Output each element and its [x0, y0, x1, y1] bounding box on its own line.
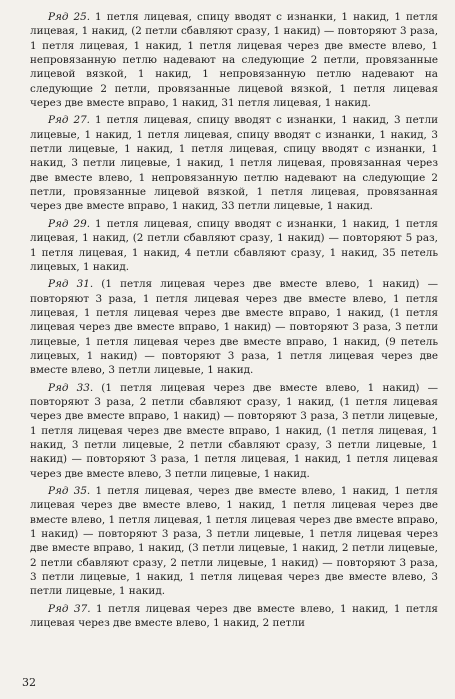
paragraph-row-35: [30, 484, 438, 599]
page-number: 32: [22, 676, 36, 689]
paragraph-text: 1 петля лицевая, спицу вводят с изнанки, 1 накид, 1 петля лицевая, 1 накид, (2 петли сбавляют сразу, 1 накид) — повторяют 3 раза, 1 петля лицевая, 1 накид, 1 петля лицевая через две вместе влево, 1 непровязанную петлю надевают на следующие 2 петли, провязанные лицевой вязкой, 1 накид, 1 непровязанную петлю надевают на следующие 2 петли, провязанные лицевой вязкой, 1 петля лицевая через две вместе вправо, 1 накид, 31 петля лицевая, 1 накид.: [30, 11, 438, 110]
row-label: Ряд 31.: [48, 278, 94, 291]
row-label: Ряд 25.: [48, 11, 91, 23]
paragraph-text: (1 петля лицевая через две вместе влево, 1 накид) — повторяют 3 раза, 2 петли сбавляют сразу, 1 накид, (1 петля лицевая через две вместе вправо, 1 накид) — повторяют 3 раза, 3 петли лицевые, 1 петля лицевая через две вместе вправо, 1 накид, (1 петля лицевая, 1 накид, 3 петли лицевые, 2 петли сбавляют сразу, 3 петли лицевые, 1 накид) — повторяют 3 раза, 1 петля лицевая, 1 накид, 1 петля лицевая через две вместе влево, 3 петли лицевые, 1 накид.: [30, 381, 438, 480]
row-label: Ряд 35.: [48, 485, 91, 497]
paragraph-text: 1 петля лицевая, спицу вводят с изнанки, 1 накид, 1 петля лицевая, 1 накид, (2 петли сбавляют сразу, 1 накид) — повторяют 5 раз, 1 петля лицевая, 1 накид, 4 петли сбавляют сразу, 1 накид, 35 петель лицевых, 1 накид.: [30, 217, 438, 273]
paragraph-row-27: [30, 113, 438, 213]
paragraph-text: 1 петля лицевая, спицу вводят с изнанки, 1 накид, 3 петли лицевые, 1 накид, 1 петля лицевая, спицу вводят с изнанки, 1 накид, 3 петли лицевые, 1 накид, 1 петля лицевая, спицу вводят с изнанки, 1 накид, 3 петли лицевые, 1 накид, 1 петля лицевая, провязанная через две вместе влево, 1 непровязанную петлю надевают на следующие 2 петли, провязанные лицевой вязкой, 1 петля лицевая, провязанная через две вместе вправо, 1 накид, 33 петли лицевые, 1 накид.: [30, 114, 438, 213]
row-label: Ряд 27.: [48, 114, 90, 127]
row-label: Ряд 33.: [48, 381, 94, 394]
knitting-instructions: [30, 10, 438, 630]
paragraph-row-33: [30, 381, 438, 481]
paragraph-row-25: [30, 10, 438, 110]
row-label: Ряд 29.: [48, 217, 91, 230]
paragraph-row-31: [30, 277, 438, 377]
paragraph-text: (1 петля лицевая через две вместе влево, 1 накид) — повторяют 3 раза, 1 петля лицевая через две вместе влево, 1 петля лицевая, 1 петля лицевая через две вместе вправо, 1 накид, (1 петля лицевая через две вместе вправо, 1 накид) — повторяют 3 раза, 3 петли лицевые, 1 петля лицевая через две вместе вправо, 1 накид, (9 петель лицевых, 1 накид) — повторяют 3 раза, 1 петля лицевая через две вместе влево, 3 петли лицевые, 1 накид.: [30, 278, 438, 377]
paragraph-row-37: [30, 602, 438, 631]
paragraph-text: 1 петля лицевая через две вместе влево, 1 накид, 1 петля лицевая через две вместе влево, 1 накид, 2 петли: [30, 602, 438, 630]
row-label: Ряд 37.: [48, 602, 91, 615]
paragraph-text: 1 петля лицевая, через две вместе влево, 1 накид, 1 петля лицевая через две вместе влево, 1 накид, 1 петля лицевая через две вместе влево, 1 петля лицевая, 1 петля лицевая через две вместе вправо, 1 накид) — повторяют 3 раза, 3 петли лицевые, 1 петля лицевая через две вместе вправо, 1 накид, (3 петли лицевые, 1 накид, 2 петли лицевые, 2 петли сбавляют сразу, 2 петли лицевые, 1 накид) — повторяют 3 раза, 3 петли лицевые, 1 накид, 1 петля лицевая через две вместе влево, 3 петли лицевые, 1 накид.: [30, 485, 438, 598]
paragraph-row-29: [30, 217, 438, 274]
